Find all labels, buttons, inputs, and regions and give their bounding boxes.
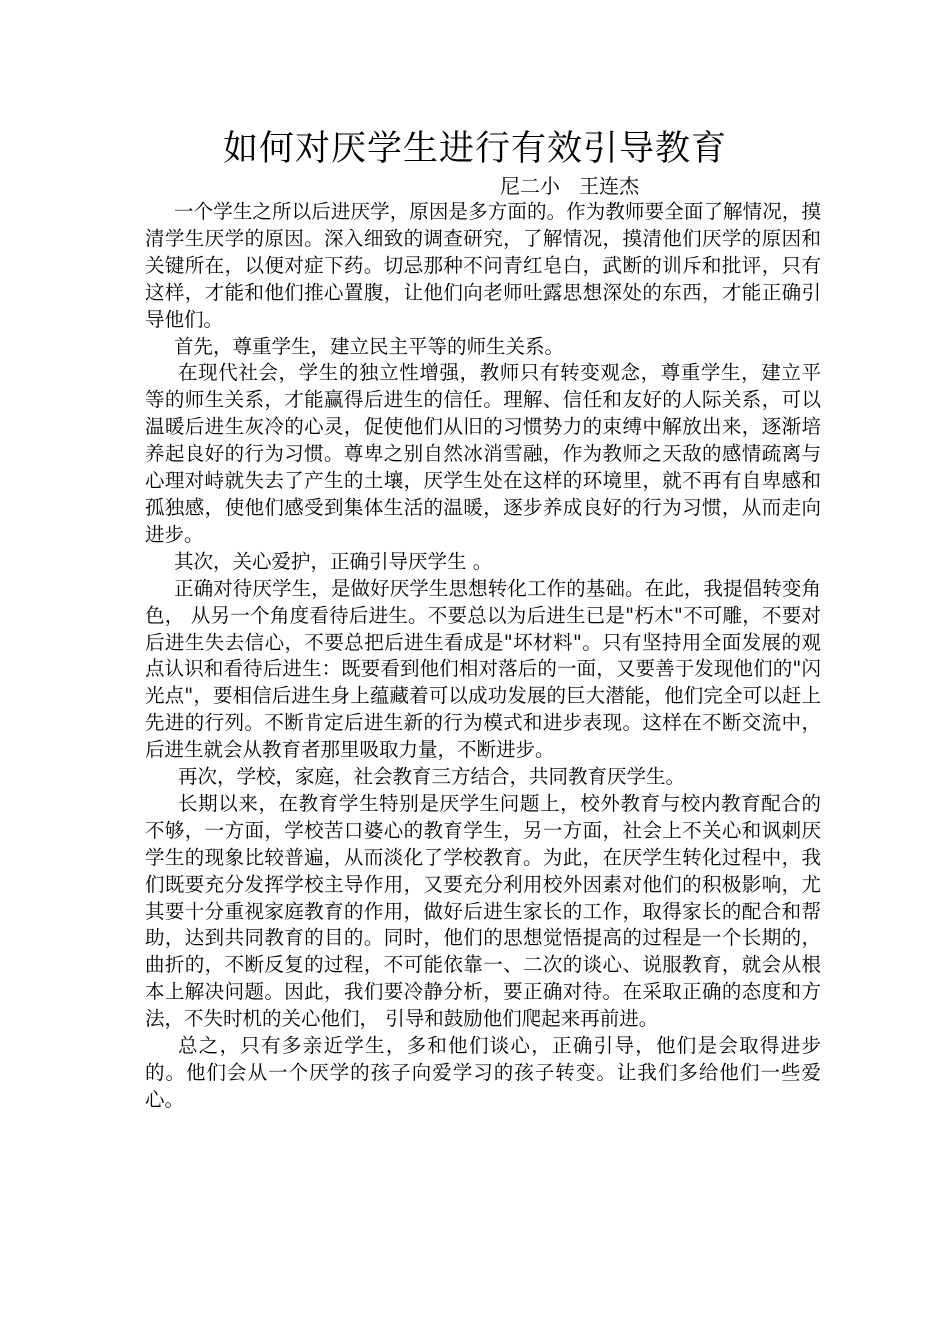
section-heading-care: 其次，关心爱护，正确引导厌学生 。 xyxy=(174,549,493,573)
section-heading-respect: 首先，尊重学生，建立民主平等的师生关系。 xyxy=(174,334,565,358)
paragraph-intro: 一个学生之所以后进厌学，原因是多方面的。作为教师要全面了解情况，摸清学生厌学的原因。深入细致的调查研究，了解情况，摸清他们厌学的原因和关键所在，以便对症下药。切忌那种不问青红皂白，武断的训斥和批评，只有这样，才能和他们推心置腹，让他们向老师吐露思想深处的东西，才能正确引导他们。 xyxy=(145,200,821,331)
section-heading-cooperation: 再次，学校，家庭，社会教育三方结合，共同教育厌学生。 xyxy=(178,765,686,789)
document-author: 尼二小 王连杰 xyxy=(500,174,640,198)
paragraph-care: 正确对待厌学生，是做好厌学生思想转化工作的基础。在此，我提倡转变角色， 从另一个角度看待后进生。不要总以为后进生已是"朽木"不可雕，不要对后进生失去信心，不要总把后进生看成是"坏材料"。只有坚持用全面发展的观点认识和看待后进生：既要看到他们相对落后的一面，又要善于发现他们的"闪光点"，要相信后进生身上蕴藏着可以成功发展的巨大潜能，他们完全可以赶上先进的行列。不断肯定后进生新的行为模式和进步表现。这样在不断交流中，后进生就会从教育者那里吸取力量，不断进步。 xyxy=(145,576,821,762)
paragraph-cooperation: 长期以来，在教育学生特别是厌学生问题上，校外教育与校内教育配合的不够，一方面，学校苦口婆心的教育学生，另一方面，社会上不关心和讽刺厌学生的现象比较普遍，从而淡化了学校教育。为此，在厌学生转化过程中，我们既要充分发挥学校主导作用，又要充分利用校外因素对他们的积极影响，尤其要十分重视家庭教育的作用，做好后进生家长的工作，取得家长的配合和帮助，达到共同教育的目的。同时，他们的思想觉悟提高的过程是一个长期的，曲折的，不断反复的过程，不可能依靠一、二次的谈心、说服教育，就会从根本上解决问题。因此，我们要冷静分析，要正确对待。在采取正确的态度和方法，不失时机的关心他们， 引导和鼓励他们爬起来再前进。 xyxy=(145,791,821,1031)
paragraph-conclusion: 总之，只有多亲近学生，多和他们谈心，正确引导，他们是会取得进步的。他们会从一个厌学的孩子向爱学习的孩子转变。让我们多给他们一些爱心。 xyxy=(145,1034,821,1111)
document-body xyxy=(145,199,821,1114)
document-title: 如何对厌学生进行有效引导教育 xyxy=(222,129,727,169)
paragraph-respect: 在现代社会，学生的独立性增强，教师只有转变观念，尊重学生，建立平等的师生关系，才能赢得后进生的信任。理解、信任和友好的人际关系，可以温暖后进生灰冷的心灵，促使他们从旧的习惯势力的束缚中解放出来，逐渐培养起良好的行为习惯。尊卑之别自然冰消雪融，作为教师之天敌的感情疏离与心理对峙就失去了产生的土壤，厌学生处在这样的环境里，就不再有自卑感和孤独感，使他们感受到集体生活的温暖，逐步养成良好的行为习惯，从而走向进步。 xyxy=(145,361,821,546)
